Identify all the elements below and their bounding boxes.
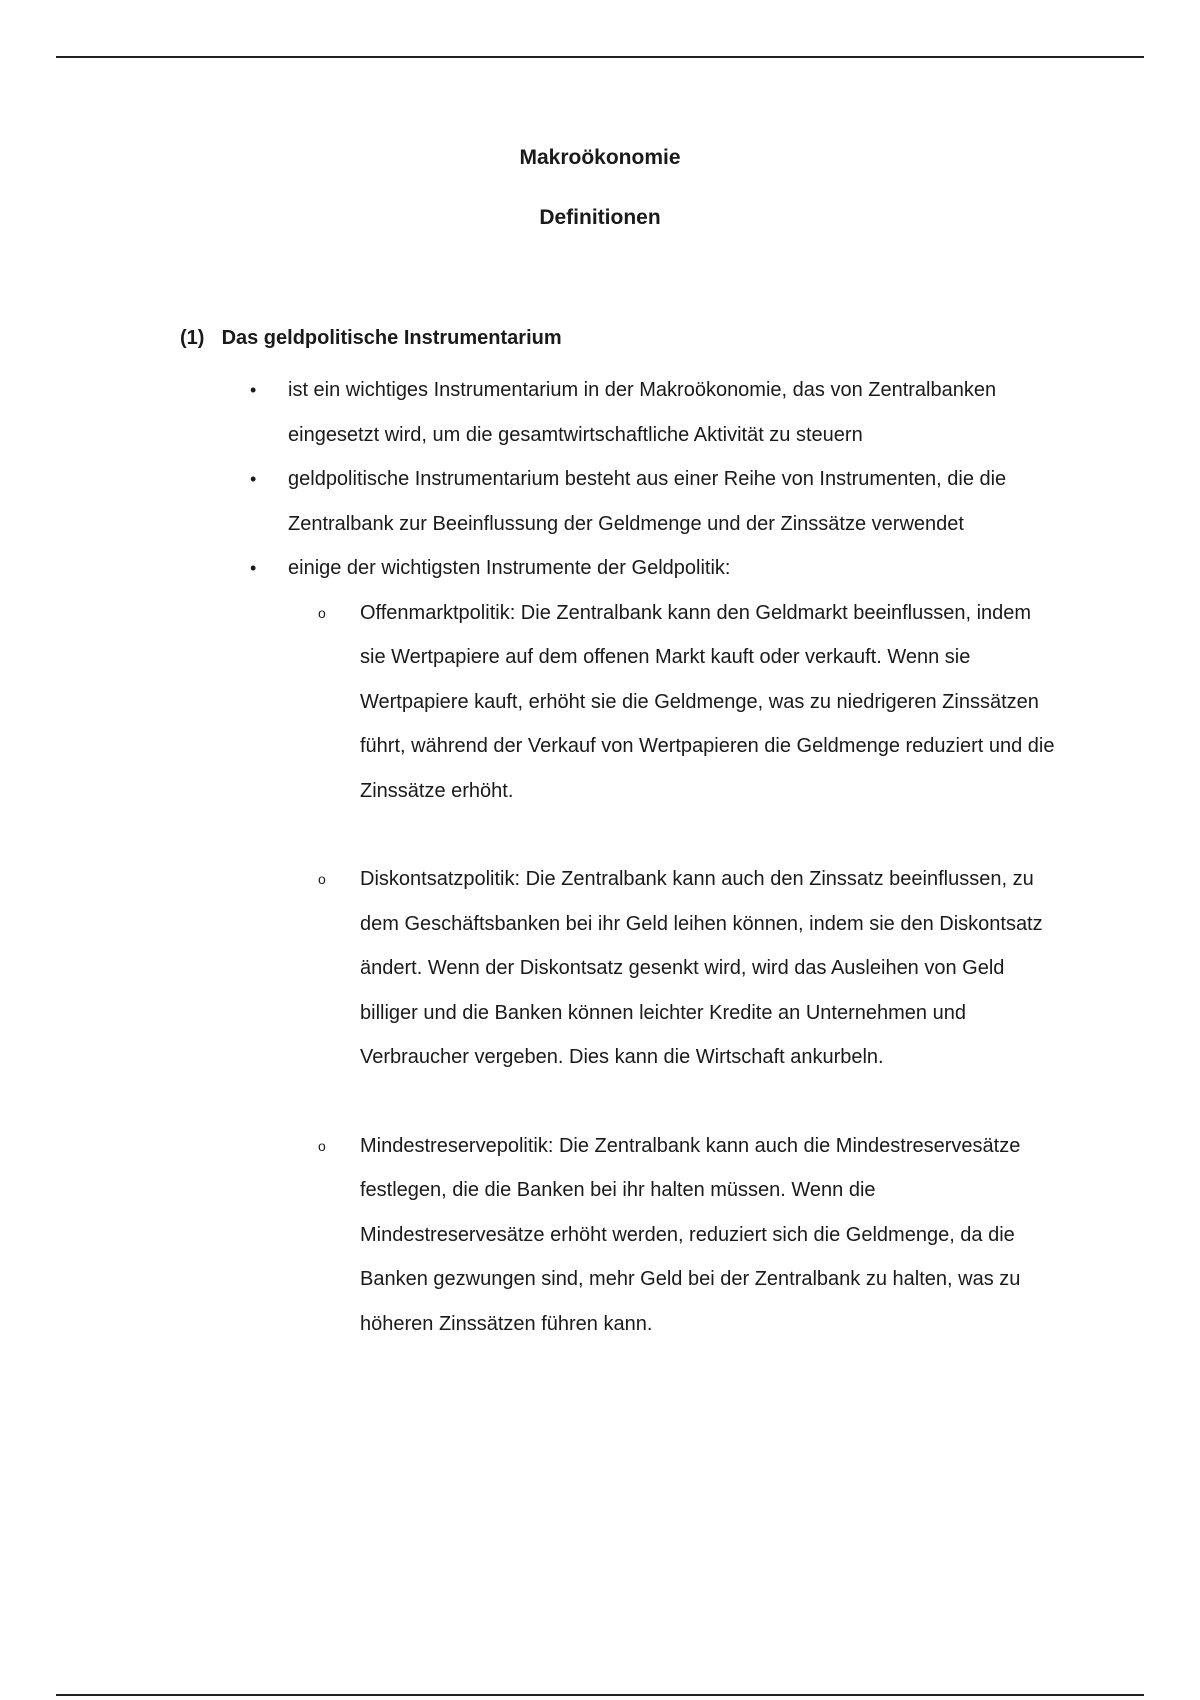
list-item — [0, 457, 1060, 546]
list-item-text: einige der wichtigsten Instrumente der Geldpolitik: — [288, 557, 731, 579]
bottom-divider — [56, 1694, 1144, 1696]
list-item — [0, 546, 1060, 1346]
section-heading-text: Das geldpolitische Instrumentarium — [221, 327, 562, 349]
sub-list-item — [318, 857, 1060, 1080]
section-content — [0, 368, 1200, 1390]
sub-bullet-list — [288, 591, 1060, 1347]
sub-list-item — [318, 591, 1060, 814]
circle-bullet-icon: o — [318, 871, 326, 887]
circle-bullet-icon: o — [318, 1137, 326, 1154]
sub-list-item-text: Diskontsatzpolitik: Die Zentralbank kann auch den Zinssatz beeinflussen, zu dem Geschäftsbanken bei ihr Geld leihen können, indem sie den Diskontsatz ändert. Wenn der Diskontsatz gesenkt wird, wird das Ausleihen von Geld billiger und die Banken können leichter Kredite an Unternehmen und Verbraucher vergeben. Dies kann die Wirtschaft ankurbeln. — [360, 868, 1043, 1068]
list-item — [0, 368, 1060, 457]
sub-list-item-text: Offenmarktpolitik: Die Zentralbank kann den Geldmarkt beeinflussen, indem sie Wertpapiere auf dem offenen Markt kauft oder verkauft. Wenn sie Wertpapiere kauft, erhöht sie die Geldmenge, was zu niedrigeren Zinssätzen führt, während der Verkauf von Wertpapieren die Geldmenge reduziert und die Zinssätze erhöht. — [360, 601, 1055, 802]
bullet-icon: • — [250, 469, 257, 489]
bullet-icon: • — [250, 380, 257, 400]
list-item-text: geldpolitische Instrumentarium besteht aus einer Reihe von Instrumenten, die die Zentralbank zur Beeinflussung der Geldmenge und der Zinssätze verwendet — [288, 468, 1007, 535]
sub-list-item — [318, 1124, 1060, 1347]
section-number: (1) — [180, 327, 205, 349]
bullet-list — [0, 368, 1200, 1346]
document-subtitle-text: Definitionen — [539, 206, 661, 229]
document-title — [0, 146, 1200, 170]
document-subtitle — [0, 206, 1200, 230]
circle-bullet-icon: o — [318, 604, 326, 621]
sub-list-item-text: Mindestreservepolitik: Die Zentralbank kann auch die Mindestreservesätze festlegen, die die Banken bei ihr halten müssen. Wenn die Mindestreservesätze erhöht werden, reduziert sich die Geldmenge, da die Banken gezwungen sind, mehr Geld bei der Zentralbank zu halten, was zu höheren Zinssätzen führen kann. — [360, 1134, 1021, 1335]
section-heading — [180, 327, 562, 350]
bullet-icon: • — [250, 558, 257, 578]
document-title-text: Makroökonomie — [519, 146, 681, 169]
top-divider — [56, 56, 1144, 58]
list-item-text: ist ein wichtiges Instrumentarium in der Makroökonomie, das von Zentralbanken eingesetzt wird, um die gesamtwirtschaftliche Aktivität zu steuern — [288, 379, 997, 446]
